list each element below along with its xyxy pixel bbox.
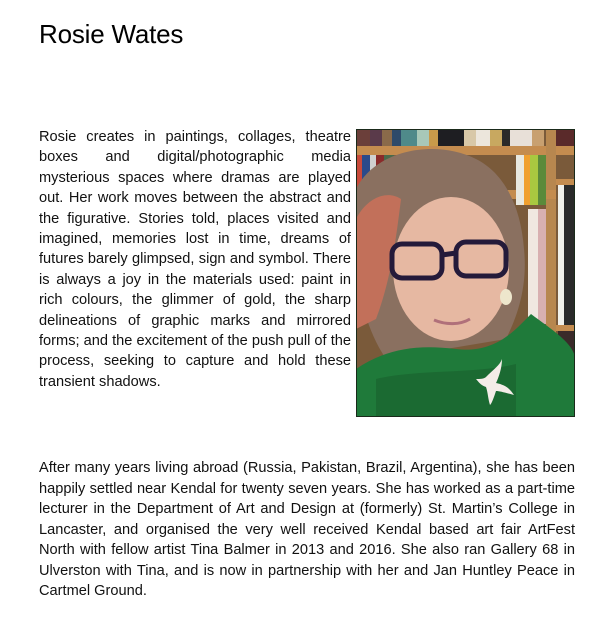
intro-paragraph: Rosie creates in paintings, collages, theatre boxes and digital/photographic media mysterious spaces where dramas are played out. Her work moves between the abstract and the figurative. Stories told, places visited and imagined, memories lost in time, dreams of futures barely glimpsed, sign and symbol. There is always a joy in the materials used: paint in rich colours, the glimmer of gold, the sharp delineations of graphic marks and mirrored forms; and the excitement of the push pull of the process, seeking to capture and hold these transient shadows. <box>39 129 351 390</box>
face <box>393 197 509 341</box>
shelf-board <box>356 146 575 155</box>
portrait-illustration <box>356 129 575 417</box>
bookshelf-books-top <box>356 129 575 146</box>
portrait-photo <box>356 129 575 417</box>
bio-paragraph: After many years living abroad (Russia, Pakistan, Brazil, Argentina), she has been happily settled near Kendal for twenty seven years. She has worked as a part-time lecturer in the Department of Art and Design at (formerly) St. Martin’s College in Lancaster, and organised the very well received Kendal based art fair ArtFest North with fellow artist Tina Balmer in 2013 and 2016. She also ran Gallery 68 in Ulverston with Tina, and is now in partnership with her and Jan Huntley Peace in Cartmel Ground. <box>39 460 575 599</box>
page-title: Rosie Wates <box>39 19 184 49</box>
